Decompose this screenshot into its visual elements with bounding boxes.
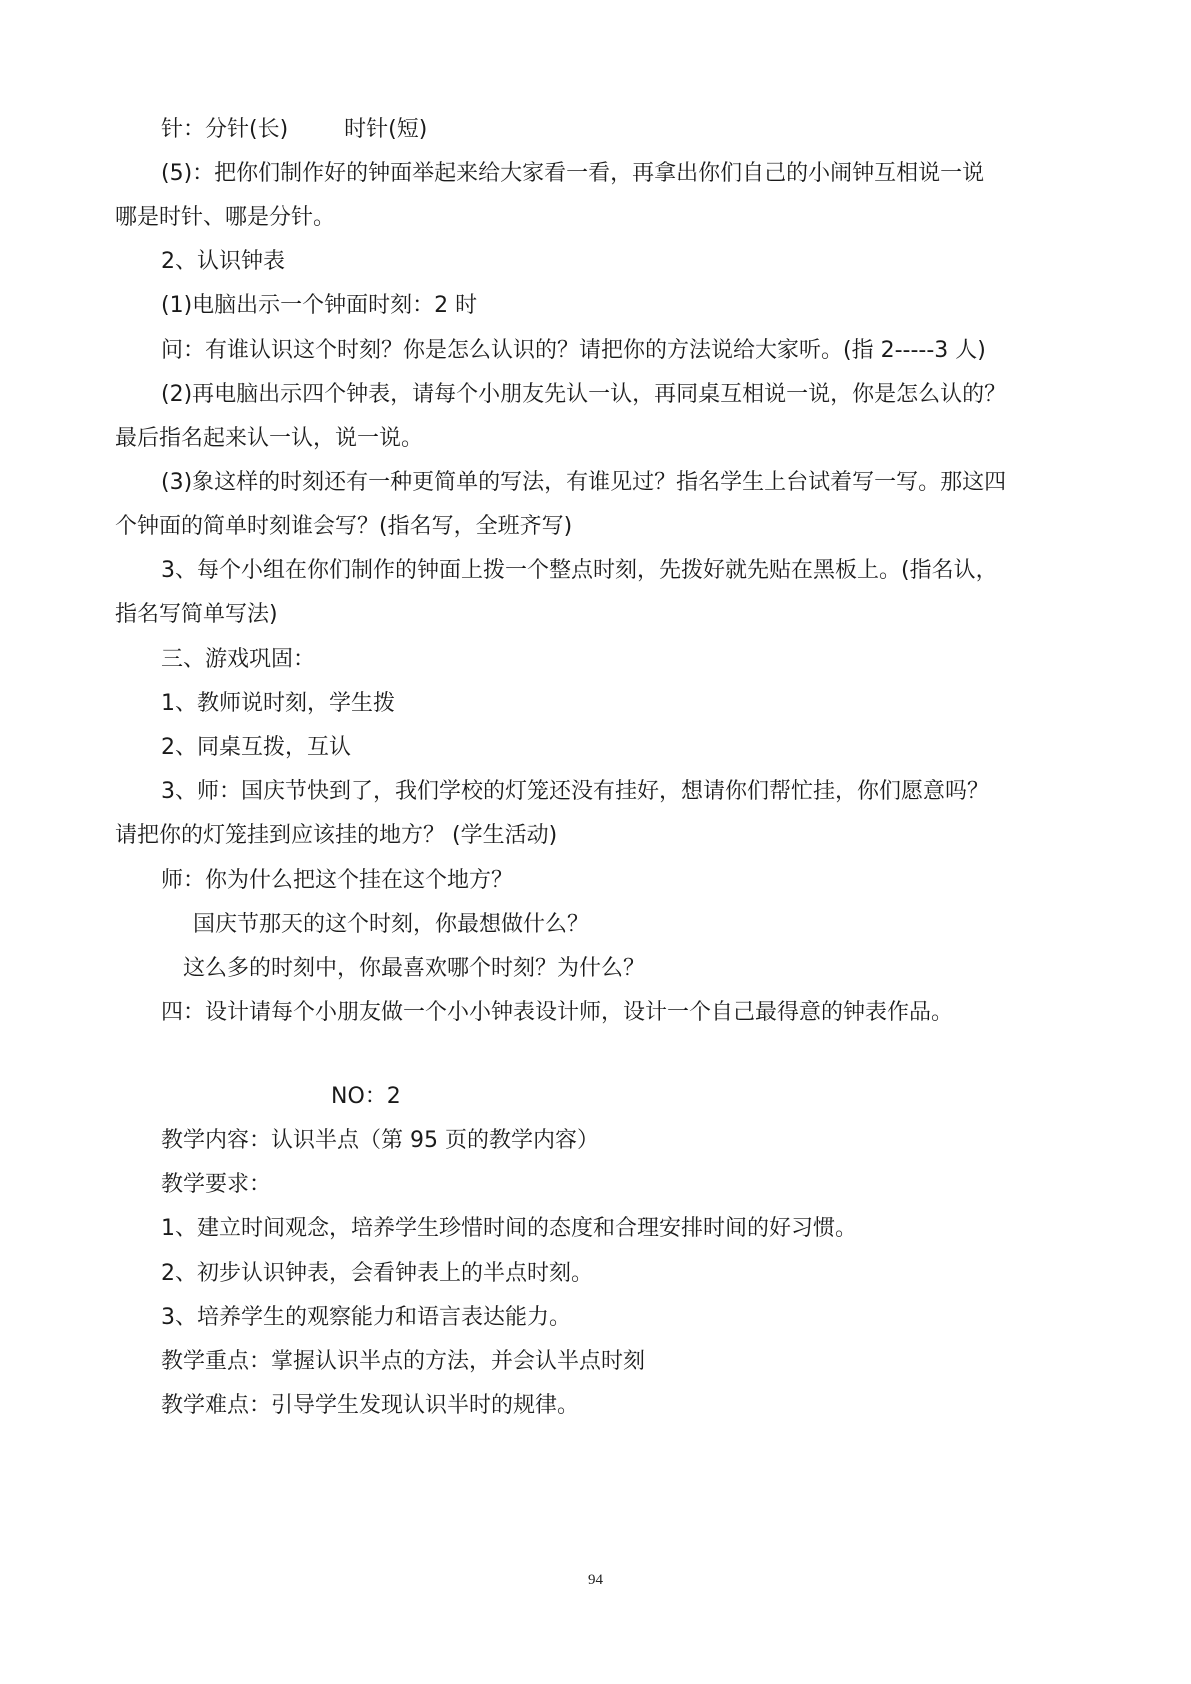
- text-line: 教学要求：: [161, 1172, 272, 1197]
- text-line: 师：你为什么把这个挂在这个地方？: [161, 868, 514, 893]
- text-line: (1)电脑出示一个钟面时刻：2 时: [161, 293, 478, 318]
- text-line: 2、认识钟表: [161, 249, 285, 274]
- text-line: (5)：把你们制作好的钟面举起来给大家看一看，再拿出你们自己的小闹钟互相说一说: [161, 161, 985, 186]
- text-line: 问：有谁认识这个时刻？你是怎么认识的？请把你的方法说给大家听。(指 2-----3 人): [161, 338, 986, 363]
- text-line: 教学难点：引导学生发现认识半时的规律。: [161, 1393, 580, 1418]
- text-line: 2、初步认识钟表，会看钟表上的半点时刻。: [161, 1261, 593, 1286]
- text-line: 1、教师说时刻，学生拨: [161, 691, 395, 716]
- text-line: 哪是时针、哪是分针。: [115, 205, 336, 230]
- text-line: 1、建立时间观念，培养学生珍惜时间的态度和合理安排时间的好习惯。: [161, 1216, 857, 1241]
- text-line: 2、同桌互拨，互认: [161, 735, 351, 760]
- text-line: 最后指名起来认一认，说一说。: [115, 426, 424, 451]
- text-line: 3、培养学生的观察能力和语言表达能力。: [161, 1305, 571, 1330]
- section-heading: NO：2: [331, 1084, 401, 1109]
- text-line: 针：分针(长) 时针(短): [161, 117, 428, 142]
- text-line: 国庆节那天的这个时刻，你最想做什么？: [193, 912, 590, 937]
- text-line: 3、每个小组在你们制作的钟面上拨一个整点时刻，先拨好就先贴在黑板上。(指名认，: [161, 558, 998, 583]
- text-line: 教学内容：认识半点（第 95 页的教学内容）: [161, 1128, 599, 1153]
- text-line: 请把你的灯笼挂到应该挂的地方？ (学生活动): [115, 823, 558, 848]
- text-line: 三、游戏巩固：: [161, 647, 316, 672]
- text-line: 指名写简单写法): [115, 602, 278, 627]
- text-line: (2)再电脑出示四个钟表，请每个小朋友先认一认，再同桌互相说一说，你是怎么认的？: [161, 382, 1007, 407]
- text-line: (3)象这样的时刻还有一种更简单的写法，有谁见过？指名学生上台试着写一写。那这四: [161, 470, 1007, 495]
- text-line: 个钟面的简单时刻谁会写？(指名写，全班齐写): [115, 514, 573, 539]
- text-line: 教学重点：掌握认识半点的方法，并会认半点时刻: [161, 1349, 646, 1374]
- text-line: 这么多的时刻中，你最喜欢哪个时刻？为什么？: [183, 956, 646, 981]
- text-line: 四：设计请每个小朋友做一个小小钟表设计师，设计一个自己最得意的钟表作品。: [161, 1000, 954, 1025]
- text-line: 3、师：国庆节快到了，我们学校的灯笼还没有挂好，想请你们帮忙挂，你们愿意吗？: [161, 779, 989, 804]
- page-number: 94: [588, 1572, 603, 1588]
